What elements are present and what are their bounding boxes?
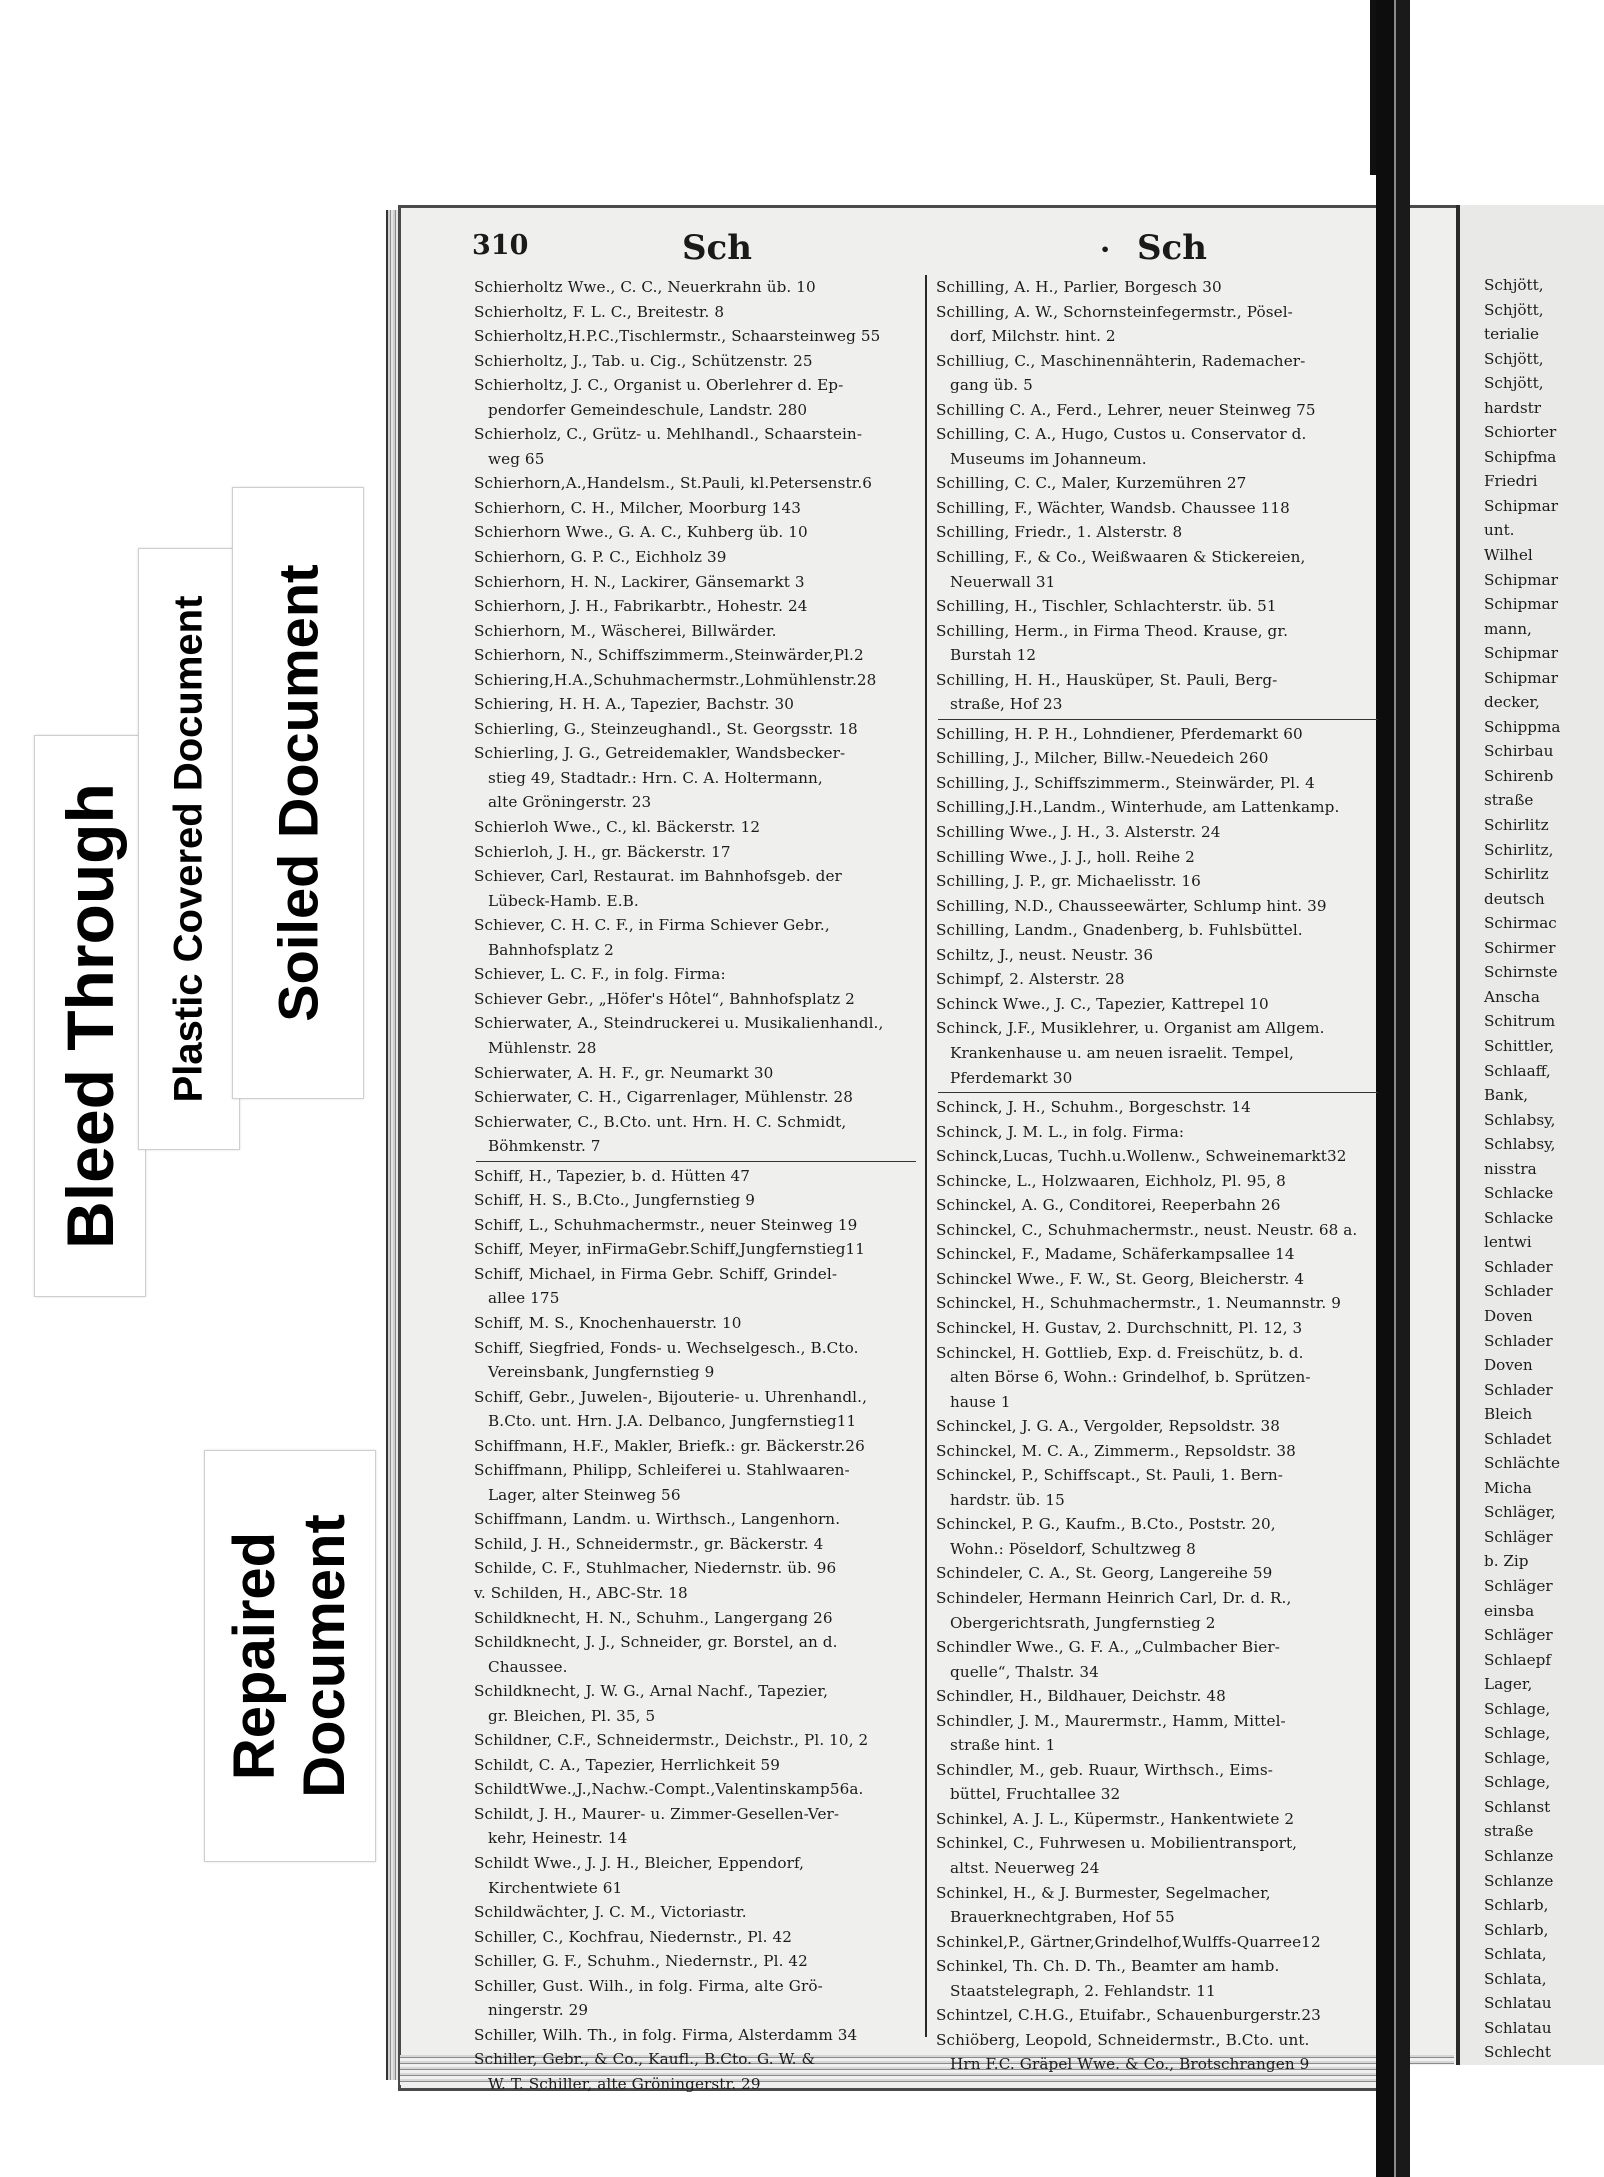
directory-entry: Schinckel, H. Gustav, 2. Durchschnitt, Pl. 12, 3 <box>936 1318 1303 1337</box>
facing-page-fragment: Schlader <box>1484 1282 1553 1301</box>
directory-entry: Schiering,H.A.,Schuhmachermstr.,Lohmühlenstr.28 <box>474 670 877 689</box>
directory-entry: Schinck, J. H., Schuhm., Borgeschstr. 14 <box>936 1098 1251 1117</box>
directory-entry-continuation: Lübeck-Hamb. E.B. <box>488 891 639 910</box>
directory-entry-continuation: Lager, alter Steinweg 56 <box>488 1485 681 1504</box>
directory-entry-continuation: Bahnhofsplatz 2 <box>488 940 614 959</box>
directory-entry-continuation: Chaussee. <box>488 1657 568 1676</box>
directory-entry-continuation: straße hint. 1 <box>950 1736 1056 1755</box>
directory-entry: Schiff, M. S., Knochenhauerstr. 10 <box>474 1313 742 1332</box>
facing-page-fragment: Schlage, <box>1484 1724 1551 1743</box>
directory-entry: Schiller, G. F., Schuhm., Niedernstr., Pl. 42 <box>474 1952 808 1971</box>
facing-page-fragment: nisstra <box>1484 1159 1537 1178</box>
header-dot: • <box>1100 240 1111 259</box>
label-soiled-text: Soiled Document <box>266 564 330 1022</box>
directory-entry: Schilling, F., & Co., Weißwaaren & Stickereien, <box>936 548 1306 567</box>
directory-entry-continuation: Mühlenstr. 28 <box>488 1038 597 1057</box>
directory-entry: Schiffmann, H.F., Makler, Briefk.: gr. Bäckerstr.26 <box>474 1436 865 1455</box>
directory-entry: Schinckel, M. C. A., Zimmerm., Repsoldstr. 38 <box>936 1441 1296 1460</box>
facing-page-fragment: deutsch <box>1484 889 1545 908</box>
directory-entry: Schierhorn, H. N., Lackirer, Gänsemarkt 3 <box>474 572 805 591</box>
directory-entry: Schierholz, C., Grütz- u. Mehlhandl., Schaarstein- <box>474 425 863 444</box>
directory-entry: Schierholtz, J., Tab. u. Cig., Schützenstr. 25 <box>474 351 813 370</box>
directory-entry: Schiff, H. S., B.Cto., Jungfernstieg 9 <box>474 1191 756 1210</box>
directory-entry: Schinckel, P., Schiffscapt., St. Pauli, 1. Bern- <box>936 1466 1283 1485</box>
directory-entry: Schiever, Carl, Restaurat. im Bahnhofsgeb. der <box>474 867 842 886</box>
facing-page-fragment: Schlader <box>1484 1331 1553 1350</box>
directory-entry: Schierwater, C. H., Cigarrenlager, Mühlenstr. 28 <box>474 1088 854 1107</box>
facing-page-fragment: Schläger <box>1484 1626 1553 1645</box>
binding-background-top <box>1394 0 1600 205</box>
facing-page-fragment: Schittler, <box>1484 1036 1555 1055</box>
label-bleed-through <box>34 735 146 1297</box>
label-bleed-through-text: Bleed Through <box>53 783 127 1249</box>
facing-page-fragment: Schlabsy, <box>1484 1110 1556 1129</box>
directory-entry: Schierling, G., Steinzeughandl., St. Georgsstr. 18 <box>474 719 858 738</box>
facing-page-fragment: Schjött, <box>1484 300 1544 319</box>
facing-page-fragment: Schirnste <box>1484 963 1558 982</box>
directory-entry: Schilling C. A., Ferd., Lehrer, neuer Steinweg 75 <box>936 400 1316 419</box>
directory-entry-continuation: straße, Hof 23 <box>950 695 1063 714</box>
page-header <box>472 228 1372 268</box>
facing-page-fragment: Schläger <box>1484 1576 1553 1595</box>
facing-page-fragment: Schirlitz, <box>1484 840 1554 859</box>
entry-separator <box>938 1092 1378 1093</box>
directory-entry: Schiff, Michael, in Firma Gebr. Schiff, Grindel- <box>474 1264 838 1283</box>
directory-entry: Schierhorn, M., Wäscherei, Billwärder. <box>474 621 777 640</box>
facing-page-fragment: Bleich <box>1484 1405 1533 1424</box>
directory-entry: Schinck Wwe., J. C., Tapezier, Kattrepel 10 <box>936 994 1269 1013</box>
directory-entry-continuation: Hrn F.C. Gräpel Wwe. & Co., Brotschrangen 9 <box>950 2055 1310 2074</box>
facing-page-fragment: Schlarb, <box>1484 1920 1549 1939</box>
page-number: 310 <box>472 230 529 261</box>
directory-entry: Schiffmann, Philipp, Schleiferei u. Stahlwaaren- <box>474 1461 850 1480</box>
directory-entry: Schiff, L., Schuhmachermstr., neuer Steinweg 19 <box>474 1215 858 1234</box>
facing-page-fragment: Schlata, <box>1484 1969 1547 1988</box>
directory-entry: Schinckel, H., Schuhmachermstr., 1. Neumannstr. 9 <box>936 1294 1341 1313</box>
facing-page <box>1456 205 1604 2065</box>
directory-entry: Schimpf, 2. Alsterstr. 28 <box>936 970 1125 989</box>
directory-entry: Schierhorn, G. P. C., Eichholz 39 <box>474 548 727 567</box>
facing-page-fragment: Schlaaff, <box>1484 1061 1551 1080</box>
directory-entry: Schilling, H. P. H., Lohndiener, Pferdemarkt 60 <box>936 724 1303 743</box>
directory-entry-continuation: ningerstr. 29 <box>488 2001 589 2020</box>
facing-page-fragment: straße <box>1484 1822 1534 1841</box>
directory-entry: Schinckel, A. G., Conditorei, Reeperbahn 26 <box>936 1196 1281 1215</box>
directory-entry: Schinkel, A. J. L., Küpermstr., Hankentwiete 2 <box>936 1809 1295 1828</box>
facing-page-fragment: Schipmar <box>1484 496 1558 515</box>
directory-entry: Schierloh, J. H., gr. Bäckerstr. 17 <box>474 842 731 861</box>
directory-entry-continuation: pendorfer Gemeindeschule, Landstr. 280 <box>488 400 808 419</box>
directory-entry: Schilling, Friedr., 1. Alsterstr. 8 <box>936 523 1183 542</box>
column-divider <box>925 275 927 2037</box>
directory-entry: Schiff, Siegfried, Fonds- u. Wechselgesch., B.Cto. <box>474 1338 859 1357</box>
facing-page-fragment: Bank, <box>1484 1086 1529 1105</box>
directory-entry: Schildt Wwe., J. J. H., Bleicher, Eppendorf, <box>474 1854 805 1872</box>
entry-separator <box>938 719 1378 720</box>
directory-entry: Schindeler, Hermann Heinrich Carl, Dr. d. R., <box>936 1588 1292 1607</box>
facing-page-text <box>1460 273 1560 2089</box>
directory-entry: Schinck, J.F., Musiklehrer, u. Organist am Allgem. <box>936 1019 1325 1038</box>
directory-entry: Schierhorn, C. H., Milcher, Moorburg 143 <box>474 498 802 517</box>
facing-page-fragment: Schlabsy, <box>1484 1135 1556 1154</box>
running-head-right: Sch <box>1137 228 1207 268</box>
directory-entry: Schildknecht, H. N., Schuhm., Langergang 26 <box>474 1608 833 1627</box>
facing-page-fragment: Schippma <box>1484 717 1561 736</box>
directory-entry: Schierhorn, N., Schiffszimmerm.,Steinwärder,Pl.2 <box>474 646 864 665</box>
directory-entry: Schierholtz, F. L. C., Breitestr. 8 <box>474 302 725 321</box>
facing-page-fragment: Schlader <box>1484 1380 1553 1399</box>
facing-page-fragment: Schipmar <box>1484 570 1558 589</box>
facing-page-fragment: Schitrum <box>1484 1012 1556 1031</box>
facing-page-fragment: Schlage, <box>1484 1699 1551 1718</box>
facing-page-fragment: Schlage, <box>1484 1773 1551 1792</box>
directory-entry: Schilling, H., Tischler, Schlachterstr. üb. 51 <box>936 597 1277 616</box>
directory-entry-continuation: B.Cto. unt. Hrn. J.A. Delbanco, Jungfernstieg11 <box>488 1412 857 1431</box>
facing-page-fragment: Schjött, <box>1484 349 1544 368</box>
label-repaired-line1: Repaired <box>222 1531 287 1781</box>
directory-entry: Schiff, Gebr., Juwelen-, Bijouterie- u. Uhrenhandl., <box>474 1387 867 1406</box>
label-repaired-line2: Document <box>292 1514 357 1798</box>
directory-entry-continuation: hause 1 <box>950 1392 1011 1411</box>
facing-page-fragment: Schlanze <box>1484 1871 1554 1890</box>
directory-entry: v. Schilden, H., ABC-Str. 18 <box>474 1583 688 1602</box>
facing-page-fragment: Schirenb <box>1484 766 1554 785</box>
facing-page-fragment: Schlata, <box>1484 1945 1547 1964</box>
facing-page-fragment: Schläger <box>1484 1527 1553 1546</box>
directory-entry: Schinck,Lucas, Tuchh.u.Wollenw., Schweinemarkt32 <box>936 1147 1347 1166</box>
directory-entry-continuation: Burstah 12 <box>950 646 1037 665</box>
facing-page-fragment: Doven <box>1484 1356 1533 1375</box>
facing-page-fragment: Schlacke <box>1484 1208 1554 1227</box>
directory-entry: Schinckel, F., Madame, Schäferkampsallee 14 <box>936 1245 1295 1264</box>
directory-entry: Schilling Wwe., J. H., 3. Alsterstr. 24 <box>936 823 1221 842</box>
directory-entry-continuation: weg 65 <box>488 449 545 468</box>
facing-page-fragment: Anscha <box>1484 987 1540 1006</box>
directory-entry: Schilde, C. F., Stuhlmacher, Niedernstr. üb. 96 <box>474 1559 837 1578</box>
directory-entry: Schierhorn,A.,Handelsm., St.Pauli, kl.Petersenstr.6 <box>474 474 873 493</box>
directory-entry-continuation: quelle“, Thalstr. 34 <box>950 1662 1099 1681</box>
directory-entry: Schilliug, C., Maschinennähterin, Rademacher- <box>936 351 1306 370</box>
directory-entry-continuation: hardstr. üb. 15 <box>950 1490 1065 1509</box>
facing-page-fragment: Schipmar <box>1484 595 1558 614</box>
directory-entry: Schilling, Landm., Gnadenberg, b. Fuhlsbüttel. <box>936 921 1303 940</box>
facing-page-fragment: Schjött, <box>1484 374 1544 393</box>
facing-page-fragment: terialie <box>1484 325 1539 344</box>
facing-page-fragment: Schläger, <box>1484 1503 1556 1522</box>
facing-page-fragment: Friedri <box>1484 472 1538 491</box>
directory-entry: Schilling, H. H., Hausküper, St. Pauli, Berg- <box>936 670 1278 689</box>
directory-entry: Schilling, J., Schiffszimmerm., Steinwärder, Pl. 4 <box>936 773 1315 792</box>
facing-page-fragment: b. Zip <box>1484 1552 1529 1571</box>
facing-page-fragment: Schlacke <box>1484 1184 1554 1203</box>
directory-entry: Schierholtz Wwe., C. C., Neuerkrahn üb. 10 <box>474 278 816 296</box>
directory-entry-continuation: Kirchentwiete 61 <box>488 1878 623 1897</box>
directory-entry-continuation: Obergerichtsrath, Jungfernstieg 2 <box>950 1613 1216 1632</box>
directory-entry: Schilling, F., Wächter, Wandsb. Chaussee 118 <box>936 498 1290 517</box>
facing-page-fragment: Schlächte <box>1484 1454 1560 1473</box>
directory-entry: Schiöberg, Leopold, Schneidermstr., B.Cto. unt. <box>936 2030 1310 2049</box>
directory-entry: Schierholtz, J. C., Organist u. Oberlehrer d. Ep- <box>474 376 844 395</box>
directory-entry: Schindler, M., geb. Ruaur, Wirthsch., Eims- <box>936 1760 1274 1779</box>
directory-entry-continuation: W. T. Schiller, alte Gröningerstr. 29 <box>488 2074 761 2093</box>
directory-entry-continuation: alten Börse 6, Wohn.: Grindelhof, b. Sprützen- <box>950 1368 1311 1387</box>
directory-entry: Schilling, C. A., Hugo, Custos u. Conservator d. <box>936 425 1307 444</box>
directory-entry: Schilling, J. P., gr. Michaelisstr. 16 <box>936 872 1201 891</box>
directory-entry-continuation: stieg 49, Stadtadr.: Hrn. C. A. Holtermann, <box>488 768 823 787</box>
directory-entry: Schindler, H., Bildhauer, Deichstr. 48 <box>936 1687 1226 1706</box>
directory-entry: Schierwater, A., Steindruckerei u. Musikalienhandl., <box>474 1014 884 1033</box>
directory-entry: SchildtWwe.,J.,Nachw.-Compt.,Valentinskamp56a. <box>474 1780 864 1799</box>
right-column <box>936 275 1396 2077</box>
directory-entry-continuation: Böhmkenstr. 7 <box>488 1137 601 1156</box>
directory-entry: Schiever Gebr., „Höfer's Hôtel“, Bahnhofsplatz 2 <box>474 989 855 1008</box>
facing-page-fragment: einsba <box>1484 1601 1535 1620</box>
facing-page-fragment: Schiorter <box>1484 423 1557 442</box>
facing-page-fragment: Schirlitz <box>1484 865 1549 884</box>
directory-entry: Schiff, Meyer, inFirmaGebr.Schiff,Jungfernstieg11 <box>474 1240 866 1259</box>
facing-page-fragment: Schipfma <box>1484 447 1557 466</box>
running-head-left: Sch <box>682 228 752 268</box>
directory-entry: Schierwater, A. H. F., gr. Neumarkt 30 <box>474 1063 774 1082</box>
directory-entry: Schindler Wwe., G. F. A., „Culmbacher Bier- <box>936 1638 1280 1657</box>
directory-entry: Schinckel Wwe., F. W., St. Georg, Bleicherstr. 4 <box>936 1269 1305 1288</box>
directory-entry: Schinckel, P. G., Kaufm., B.Cto., Poststr. 20, <box>936 1515 1276 1534</box>
directory-entry: Schiering, H. H. A., Tapezier, Bachstr. 30 <box>474 695 795 714</box>
facing-page-fragment: Schlanst <box>1484 1797 1551 1816</box>
facing-page-fragment: hardstr <box>1484 398 1541 417</box>
facing-page-fragment: Schlage, <box>1484 1748 1551 1767</box>
directory-entry: Schindler, J. M., Maurermstr., Hamm, Mittel- <box>936 1711 1286 1730</box>
directory-entry: Schildknecht, J. W. G., Arnal Nachf., Tapezier, <box>474 1682 829 1701</box>
facing-page-fragment: Lager, <box>1484 1675 1533 1694</box>
directory-entry-continuation: Vereinsbank, Jungfernstieg 9 <box>488 1363 715 1382</box>
directory-entry: Schinckel, H. Gottlieb, Exp. d. Freischütz, b. d. <box>936 1343 1304 1362</box>
directory-entry: Schilling, C. C., Maler, Kurzemühren 27 <box>936 474 1247 493</box>
directory-entry: Schinckel, J. G. A., Vergolder, Repsoldstr. 38 <box>936 1417 1281 1436</box>
facing-page-fragment: Schlatau <box>1484 2018 1552 2037</box>
directory-entry: Schiever, L. C. F., in folg. Firma: <box>474 965 726 984</box>
directory-entry-continuation: alte Gröningerstr. 23 <box>488 793 652 812</box>
entry-separator <box>476 1161 916 1162</box>
facing-page-fragment: Schlader <box>1484 1257 1553 1276</box>
spine-bar-secondary <box>1396 0 1410 2177</box>
directory-entry-continuation: altst. Neuerweg 24 <box>950 1859 1100 1877</box>
label-plastic-covered <box>138 548 240 1150</box>
directory-entry-continuation: Staatstelegraph, 2. Fehlandstr. 11 <box>950 1981 1216 2000</box>
facing-page-fragment: Schlaepf <box>1484 1650 1551 1669</box>
label-plastic-covered-text: Plastic Covered Document <box>166 595 211 1103</box>
directory-entry-continuation: kehr, Heinestr. 14 <box>488 1829 628 1848</box>
directory-entry: Schierholtz,H.P.C.,Tischlermstr., Schaarsteinweg 55 <box>474 327 881 346</box>
directory-entry: Schinckel, C., Schuhmachermstr., neust. Neustr. 68 a. <box>936 1220 1358 1239</box>
facing-page-fragment: Schlatau <box>1484 1994 1552 2013</box>
directory-entry: Schiller, Gebr., & Co., Kaufl., B.Cto. G. W. & <box>474 2050 816 2069</box>
directory-entry-continuation: gr. Bleichen, Pl. 35, 5 <box>488 1706 656 1725</box>
facing-page-fragment: Schladet <box>1484 1429 1552 1448</box>
directory-entry-continuation: allee 175 <box>488 1289 560 1308</box>
facing-page-fragment: straße <box>1484 791 1534 810</box>
directory-entry-continuation: gang üb. 5 <box>950 376 1033 395</box>
facing-page-fragment: Wilhel <box>1484 546 1533 565</box>
directory-entry: Schinkel, C., Fuhrwesen u. Mobilientransport, <box>936 1834 1298 1853</box>
facing-page-fragment: Schlanze <box>1484 1847 1554 1865</box>
directory-entry: Schilling, Herm., in Firma Theod. Krause, gr. <box>936 621 1289 640</box>
facing-page-fragment: Schirlitz <box>1484 816 1549 835</box>
directory-entry: Schilling, J., Milcher, Billw.-Neuedeich 260 <box>936 749 1269 768</box>
directory-entry: Schilling, A. W., Schornsteinfegermstr., Pösel- <box>936 302 1293 321</box>
facing-page-fragment: decker, <box>1484 693 1540 712</box>
facing-page-fragment: lentwi <box>1484 1233 1532 1252</box>
facing-page-fragment: Schipmar <box>1484 644 1558 663</box>
directory-entry-continuation: Neuerwall 31 <box>950 572 1056 591</box>
facing-page-fragment: Schlarb, <box>1484 1896 1549 1915</box>
directory-entry: Schinkel, H., & J. Burmester, Segelmacher, <box>936 1883 1271 1902</box>
left-column <box>474 275 934 2096</box>
directory-entry: Schierwater, C., B.Cto. unt. Hrn. H. C. Schmidt, <box>474 1112 847 1131</box>
directory-entry: Schinkel,P., Gärtner,Grindelhof,Wulffs-Quarree12 <box>936 1932 1321 1951</box>
directory-entry: Schildt, C. A., Tapezier, Herrlichkeit 59 <box>474 1755 781 1774</box>
directory-entry: Schiffmann, Landm. u. Wirthsch., Langenhorn. <box>474 1510 841 1529</box>
directory-entry: Schierloh Wwe., C., kl. Bäckerstr. 12 <box>474 818 761 837</box>
directory-entry: Schincke, L., Holzwaaren, Eichholz, Pl. 95, 8 <box>936 1171 1286 1190</box>
directory-entry: Schildknecht, J. J., Schneider, gr. Borstel, an d. <box>474 1633 838 1652</box>
facing-page-fragment: Schipmar <box>1484 668 1558 687</box>
directory-entry: Schildt, J. H., Maurer- u. Zimmer-Gesellen-Ver- <box>474 1804 840 1823</box>
facing-page-fragment: Schlecht <box>1484 2043 1551 2062</box>
facing-page-fragment: Micha <box>1484 1478 1532 1497</box>
directory-entry: Schilling,J.H.,Landm., Winterhude, am Lattenkamp. <box>936 798 1340 817</box>
directory-entry: Schiever, C. H. C. F., in Firma Schiever Gebr., <box>474 916 830 935</box>
label-repaired <box>204 1450 376 1862</box>
facing-page-fragment: Schirmer <box>1484 938 1556 957</box>
directory-entry: Schilling, A. H., Parlier, Borgesch 30 <box>936 278 1222 296</box>
facing-page-fragment: Schirmac <box>1484 914 1557 933</box>
directory-entry-continuation: Pferdemarkt 30 <box>950 1068 1073 1087</box>
directory-entry-continuation: Krankenhause u. am neuen israelit. Tempel, <box>950 1043 1294 1062</box>
directory-entry-continuation: Wohn.: Pöseldorf, Schultzweg 8 <box>950 1539 1196 1558</box>
facing-page-fragment: Doven <box>1484 1306 1533 1325</box>
directory-entry-continuation: dorf, Milchstr. hint. 2 <box>950 327 1116 346</box>
directory-entry: Schildwächter, J. C. M., Victoriastr. <box>474 1903 747 1922</box>
directory-entry: Schild, J. H., Schneidermstr., gr. Bäckerstr. 4 <box>474 1534 824 1553</box>
directory-entry: Schildner, C.F., Schneidermstr., Deichstr., Pl. 10, 2 <box>474 1731 869 1750</box>
directory-entry: Schiller, Gust. Wilh., in folg. Firma, alte Grö- <box>474 1976 823 1995</box>
directory-entry: Schindeler, C. A., St. Georg, Langereihe 59 <box>936 1564 1273 1583</box>
label-repaired-text <box>220 1514 360 1798</box>
directory-entry: Schintzel, C.H.G., Etuifabr., Schauenburgerstr.23 <box>936 2006 1321 2025</box>
directory-entry: Schierling, J. G., Getreidemakler, Wandsbecker- <box>474 744 846 763</box>
directory-entry: Schinkel, Th. Ch. D. Th., Beamter am hamb. <box>936 1957 1280 1976</box>
directory-entry-continuation: büttel, Fruchtallee 32 <box>950 1785 1121 1804</box>
label-soiled <box>232 487 364 1099</box>
binding-background-bottom <box>1394 2065 1600 2177</box>
directory-entry: Schierhorn, J. H., Fabrikarbtr., Hohestr. 24 <box>474 597 808 616</box>
facing-page-fragment: mann, <box>1484 619 1532 638</box>
facing-page-fragment: unt. <box>1484 521 1515 540</box>
directory-entry-continuation: Museums im Johanneum. <box>950 449 1147 468</box>
facing-page-fragment: Schjött, <box>1484 276 1544 294</box>
directory-entry: Schiff, H., Tapezier, b. d. Hütten 47 <box>474 1166 751 1185</box>
directory-entry: Schilling Wwe., J. J., holl. Reihe 2 <box>936 847 1195 866</box>
directory-entry: Schinck, J. M. L., in folg. Firma: <box>936 1122 1185 1141</box>
directory-entry: Schiller, Wilh. Th., in folg. Firma, Alsterdamm 34 <box>474 2025 858 2044</box>
directory-entry: Schiltz, J., neust. Neustr. 36 <box>936 945 1154 964</box>
directory-entry-continuation: Brauerknechtgraben, Hof 55 <box>950 1908 1175 1927</box>
directory-entry: Schiller, C., Kochfrau, Niedernstr., Pl. 42 <box>474 1927 793 1946</box>
directory-entry: Schierhorn Wwe., G. A. C., Kuhberg üb. 10 <box>474 523 808 542</box>
directory-entry: Schilling, N.D., Chausseewärter, Schlump hint. 39 <box>936 896 1327 915</box>
facing-page-fragment: Schirbau <box>1484 742 1554 761</box>
